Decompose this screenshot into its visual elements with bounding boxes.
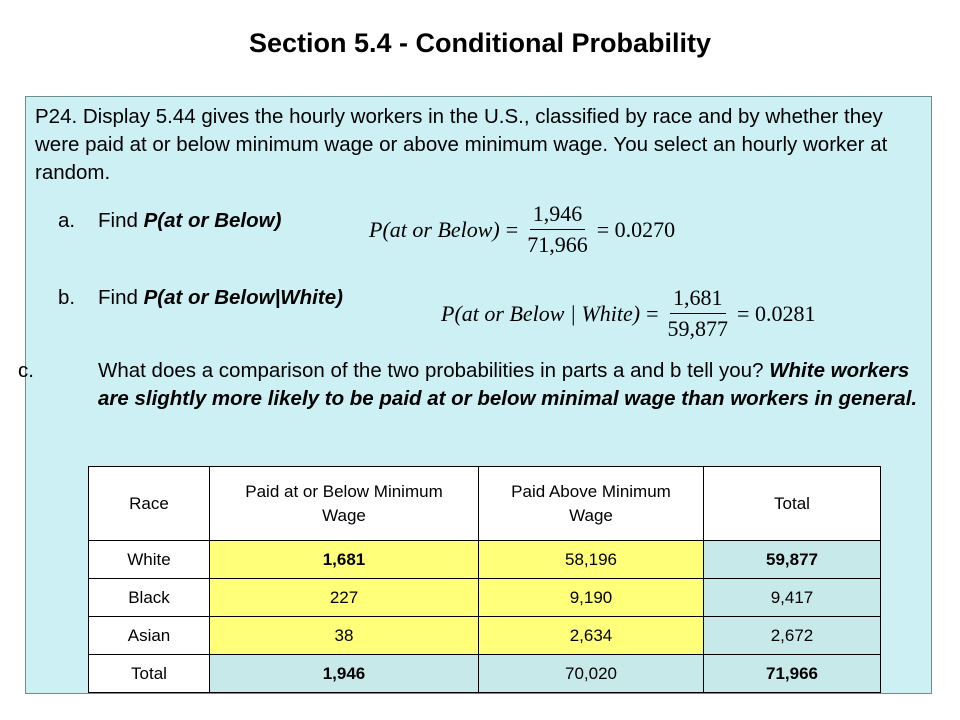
part-a-prompt: Find <box>98 209 144 232</box>
header-at-or-below: Paid at or Below Minimum Wage <box>210 467 479 541</box>
header-race: Race <box>89 467 210 541</box>
cell-total: 2,672 <box>704 617 881 655</box>
part-b <box>58 284 343 312</box>
cell-above: 2,634 <box>479 617 704 655</box>
formula-a-result: = 0.0270 <box>596 216 676 242</box>
formula-b-denominator: 59,877 <box>667 316 729 341</box>
table-header-row <box>89 467 881 541</box>
formula-b-eq: = <box>646 300 659 326</box>
formula-b-fraction <box>665 285 732 342</box>
part-b-emph: P(at or Below|White) <box>143 286 343 309</box>
part-b-letter: b. <box>58 286 76 309</box>
part-c-answer: White workers are slightly more likely to be paid at or below minimal wage than workers in general. <box>98 359 918 410</box>
cell-above: 70,020 <box>479 655 704 693</box>
formula-b-lhs: P(at or Below | White) <box>441 300 641 326</box>
cell-total: 9,417 <box>704 579 881 617</box>
part-a-emph: P(at or Below) <box>143 209 282 232</box>
formula-a-denominator: 71,966 <box>527 232 588 257</box>
table-row <box>89 579 881 617</box>
cell-race: Black <box>89 579 210 617</box>
table-row <box>89 655 881 693</box>
cell-total: 71,966 <box>704 655 881 693</box>
formula-a-lhs: P(at or Below) <box>369 216 500 242</box>
part-a-letter: a. <box>58 209 76 232</box>
formula-b-numerator: 1,681 <box>670 285 726 314</box>
header-above: Paid Above Minimum Wage <box>479 467 704 541</box>
page-title: Section 5.4 - Conditional Probability <box>248 28 712 58</box>
cell-race: Total <box>89 655 210 693</box>
table-row <box>89 541 881 579</box>
cell-above: 58,196 <box>479 541 704 579</box>
cell-total: 59,877 <box>704 541 881 579</box>
cell-at-or-below: 38 <box>210 617 479 655</box>
cell-at-or-below: 1,946 <box>210 655 479 693</box>
problem-intro: P24. Display 5.44 gives the hourly workers in the U.S., classified by race and by whether they were paid at or below minimum wage or above minimum wage. You select an hourly worker at random. <box>35 105 888 184</box>
formula-a-numerator: 1,946 <box>530 201 586 230</box>
formula-a <box>369 201 675 258</box>
cell-race: Asian <box>89 617 210 655</box>
header-total: Total <box>704 467 881 541</box>
table-row <box>89 617 881 655</box>
part-c-letter: c. <box>18 359 34 382</box>
formula-b <box>441 285 815 342</box>
formula-a-eq: = <box>505 216 519 242</box>
cell-race: White <box>89 541 210 579</box>
cell-above: 9,190 <box>479 579 704 617</box>
part-b-prompt: Find <box>98 286 144 309</box>
wage-table <box>88 466 881 693</box>
part-a <box>58 207 281 235</box>
formula-b-result: = 0.0281 <box>737 300 816 326</box>
cell-at-or-below: 1,681 <box>210 541 479 579</box>
cell-at-or-below: 227 <box>210 579 479 617</box>
part-c-prompt: What does a comparison of the two probabilities in parts a and b tell you? <box>98 359 770 382</box>
formula-a-fraction <box>524 201 591 258</box>
part-c <box>18 357 918 413</box>
